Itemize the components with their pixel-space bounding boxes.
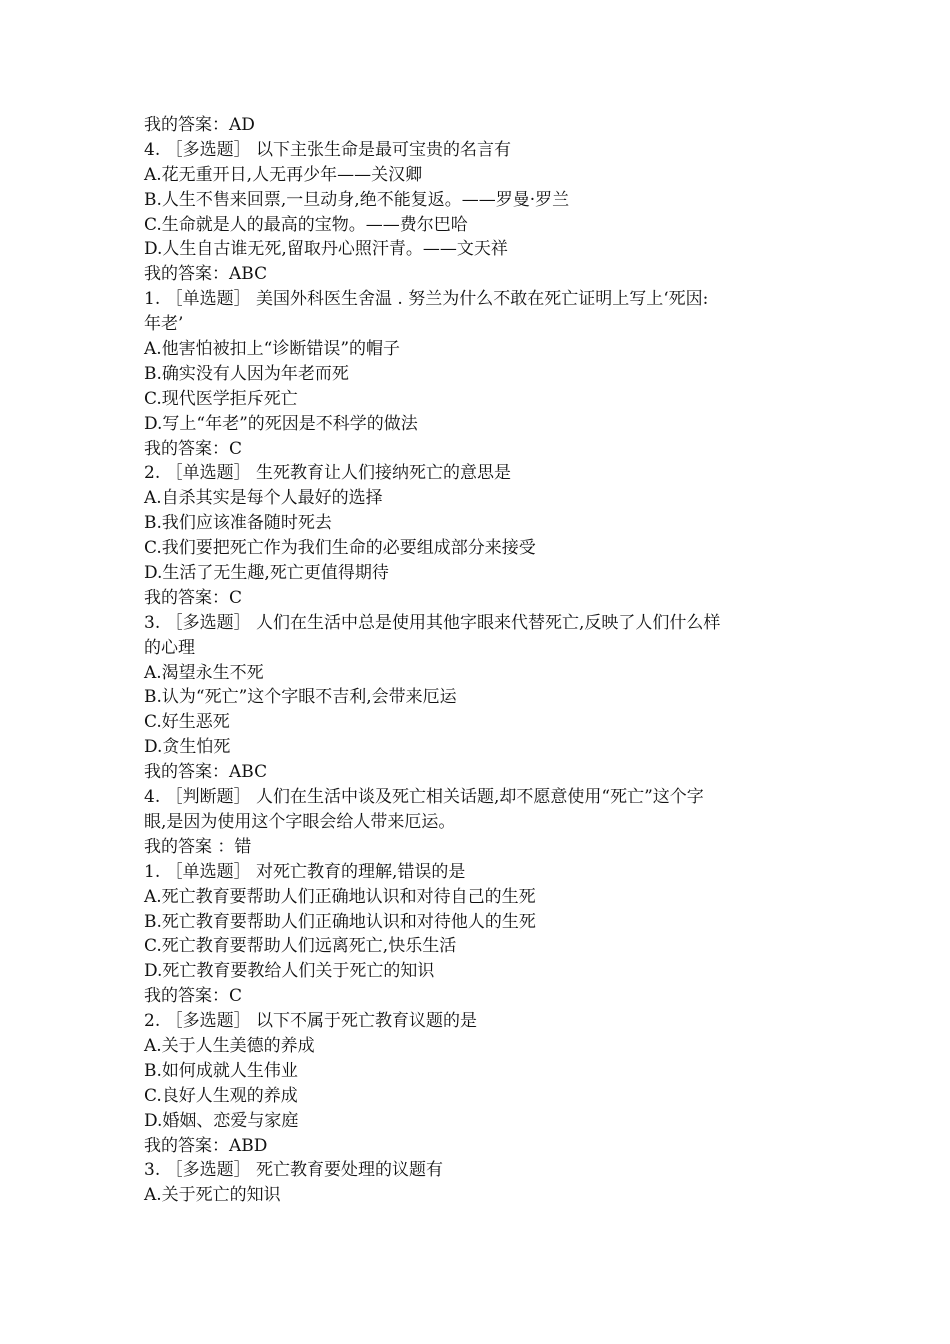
text-line: C.现代医学拒斥死亡: [144, 388, 298, 409]
text-line: D.死亡教育要教给人们关于死亡的知识: [144, 961, 435, 982]
text-line: 2. ［多选题］ 以下不属于死亡教育议题的是: [144, 1011, 478, 1032]
text-line: B.认为“死亡”这个字眼不吉利,会带来厄运: [144, 687, 457, 708]
text-line: C.我们要把死亡作为我们生命的必要组成部分来接受: [144, 538, 536, 559]
text-line: 眼,是因为使用这个字眼会给人带来厄运。: [144, 811, 456, 832]
text-line: 3. ［多选题］ 死亡教育要处理的议题有: [144, 1160, 444, 1181]
text-line: C.良好人生观的养成: [144, 1085, 298, 1106]
text-line: 年老’: [144, 314, 184, 335]
text-line: 我的答案：ABD: [144, 1135, 268, 1156]
text-line: 1. ［单选题］ 对死亡教育的理解,错误的是: [144, 861, 466, 882]
text-line: 我的答案：C: [144, 438, 243, 459]
text-line: A.花无重开日,人无再少年——关汉卿: [144, 164, 423, 185]
text-line: 我的答案：ABC: [144, 264, 268, 285]
text-line: A.自杀其实是每个人最好的选择: [144, 488, 383, 509]
text-line: D.写上“年老”的死因是不科学的做法: [144, 413, 418, 434]
text-line: 我的答案：ABC: [144, 762, 268, 783]
text-line: C.好生恶死: [144, 712, 230, 733]
text-line: A.关于人生美德的养成: [144, 1035, 315, 1056]
text-line: 的心理: [144, 637, 195, 658]
text-line: 2. ［单选题］ 生死教育让人们接纳死亡的意思是: [144, 463, 512, 484]
text-line: D.生活了无生趣,死亡更值得期待: [144, 563, 389, 584]
text-line: 我的答案：C: [144, 986, 243, 1007]
text-line: B.人生不售来回票,一旦动身,绝不能复返。——罗曼·罗兰: [144, 189, 570, 210]
text-line: B.死亡教育要帮助人们正确地认识和对待他人的生死: [144, 911, 536, 932]
text-line: 4. ［判断题］ 人们在生活中谈及死亡相关话题,却不愿意使用“死亡”这个字: [144, 787, 704, 808]
text-line: 我的答案 ：错: [144, 836, 252, 857]
text-line: 1. ［单选题］ 美国外科医生舍温 . 努兰为什么不敢在死亡证明上写上‘死因:: [144, 289, 709, 310]
text-line: A.他害怕被扣上“诊断错误”的帽子: [144, 339, 401, 360]
text-line: B.如何成就人生伟业: [144, 1060, 298, 1081]
text-line: D.婚姻、恋爱与家庭: [144, 1110, 299, 1131]
text-line: D.人生自古谁无死,留取丹心照汗青。——文天祥: [144, 239, 508, 260]
text-line: 我的答案：AD: [144, 115, 255, 135]
text-line: A.关于死亡的知识: [144, 1185, 281, 1206]
text-line: C.生命就是人的最高的宝物。——费尔巴哈: [144, 214, 468, 235]
text-line: B.我们应该准备随时死去: [144, 513, 332, 534]
text-line: A.渴望永生不死: [144, 662, 264, 683]
text-line: 4. ［多选题］ 以下主张生命是最可宝贵的名言有: [144, 139, 512, 160]
text-line: 我的答案：C: [144, 587, 243, 608]
text-line: 3. ［多选题］ 人们在生活中总是使用其他字眼来代替死亡,反映了人们什么样: [144, 612, 721, 633]
text-line: C.死亡教育要帮助人们远离死亡,快乐生活: [144, 936, 457, 957]
text-line: D.贪生怕死: [144, 737, 231, 758]
text-line: A.死亡教育要帮助人们正确地认识和对待自己的生死: [144, 886, 536, 907]
document-page: [144, 113, 824, 1208]
text-line: B.确实没有人因为年老而死: [144, 363, 349, 384]
